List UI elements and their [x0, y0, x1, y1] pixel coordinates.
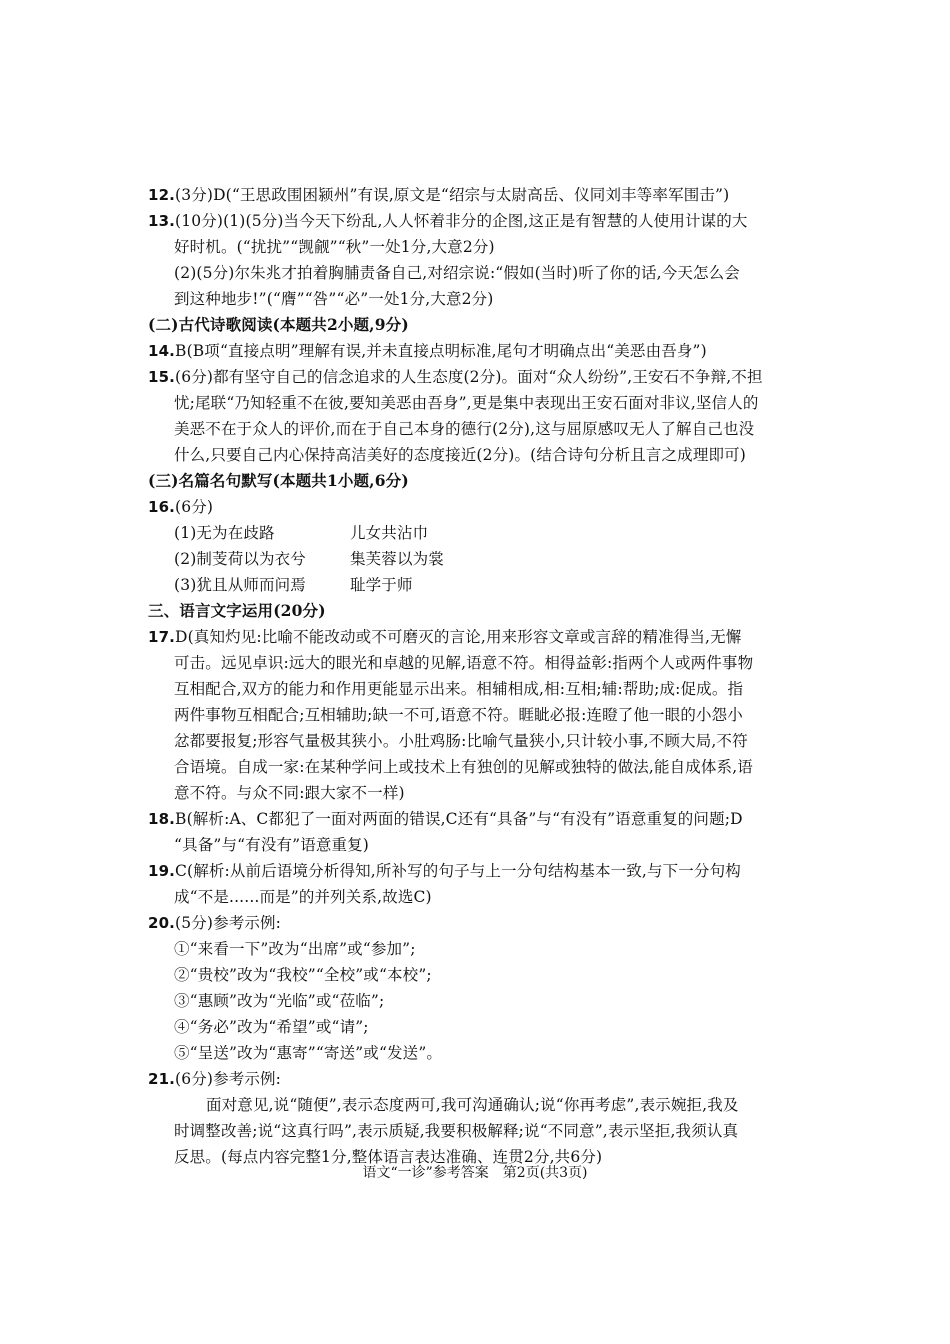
page-footer: 语文“一诊”参考答案 第2页(共3页): [362, 1165, 588, 1181]
q15-line-3: 美恶不在于众人的评价,而在于自己本身的德行(2分),这与屈原感叹无人了解自己也没: [174, 420, 755, 438]
q18-line-1: 18.B(解析:A、C都犯了一面对两面的错误,C还有“具备”与“有没有”语意重复的问题;D: [148, 810, 743, 828]
q21-para-line-2: 时调整改善;说“这真行吗”,表示质疑,我要积极解释;说“不同意”,表示坚拒,我须认真: [174, 1122, 739, 1140]
q16-row-1: (1)无为在歧路 儿女共沾巾: [174, 524, 429, 542]
q19-line-1: 19.C(解析:从前后语境分析得知,所补写的句子与上一分句结构基本一致,与下一分句构: [148, 862, 741, 880]
q18-number: 18.: [148, 810, 176, 828]
q13-line-4: 到这种地步!”(“膺”“咎”“必”一处1分,大意2分): [174, 290, 494, 308]
q20-item-1: ①“来看一下”改为“出席”或“参加”;: [174, 940, 416, 958]
q20-item-5: ⑤“呈送”改为“惠寄”“寄送”或“发送”。: [174, 1044, 443, 1062]
q21-number: 21.: [148, 1070, 176, 1088]
section-language-heading: 三、语言文字运用(20分): [148, 601, 326, 620]
q13-line-1: 13.(10分)(1)(5分)当今天下纷乱,人人怀着非分的企图,这正是有智慧的人使用计谋的大: [148, 212, 748, 230]
q15-line-2: 忧;尾联“乃知轻重不在彼,要知美恶由吾身”,更是集中表现出王安石面对非议,坚信人的: [174, 394, 759, 412]
q21-para-line-3: 反思。(每点内容完整1分,整体语言表达准确、连贯2分,共6分): [174, 1148, 603, 1166]
q20-item-4: ④“务必”改为“希望”或“请”;: [174, 1018, 369, 1036]
q21-para-line-1: 面对意见,说“随便”,表示态度两可,我可沟通确认;说“你再考虑”,表示婉拒,我及: [206, 1096, 739, 1114]
q20-line-1: 20.(5分)参考示例:: [148, 914, 282, 932]
q15-line-4: 什么,只要自己内心保持高洁美好的态度接近(2分)。(结合诗句分析且言之成理即可): [174, 446, 746, 464]
q13-line-2: 好时机。(“扰扰”“觊觎”“秋”一处1分,大意2分): [174, 238, 495, 256]
q17-line-4: 两件事物互相配合;互相辅助;缺一不可,语意不符。睚眦必报:连瞪了他一眼的小怨小: [174, 706, 743, 724]
q12-number: 12.: [148, 186, 176, 204]
q17-line-2: 可击。远见卓识:远大的眼光和卓越的见解,语意不符。相得益彰:指两个人或两件事物: [174, 654, 754, 672]
section-poetry-heading: (二)古代诗歌阅读(本题共2小题,9分): [148, 315, 409, 334]
q16-number: 16.: [148, 498, 176, 516]
q12-line-1: 12.(3分)D(“王思政围困颍州”有误,原文是“绍宗与太尉高岳、仪同刘丰等率军围击”): [148, 186, 730, 204]
q17-line-3: 互相配合,双方的能力和作用更能显示出来。相辅相成,相:互相;辅:帮助;成:促成。指: [174, 680, 744, 698]
q19-line-2: 成“不是......而是”的并列关系,故选C): [174, 888, 432, 906]
q13-number: 13.: [148, 212, 176, 230]
q17-line-7: 意不符。与众不同:跟大家不一样): [174, 784, 405, 802]
q17-number: 17.: [148, 628, 176, 646]
answer-page: [148, 182, 808, 1170]
q17-line-6: 合语境。自成一家:在某种学问上或技术上有独创的见解或独特的做法,能自成体系,语: [174, 758, 753, 776]
q17-line-5: 忿都要报复;形容气量极其狭小。小肚鸡肠:比喻气量狭小,只计较小事,不顾大局,不符: [174, 732, 748, 750]
q14-line-1: 14.B(B项“直接点明”理解有误,并未直接点明标准,尾句才明确点出“美恶由吾身”): [148, 342, 707, 360]
q15-number: 15.: [148, 368, 176, 386]
q20-item-2: ②“贵校”改为“我校”“全校”或“本校”;: [174, 966, 432, 984]
q14-number: 14.: [148, 342, 176, 360]
q17-line-1: 17.D(真知灼见:比喻不能改动或不可磨灭的言论,用来形容文章或言辞的精准得当,无懈: [148, 628, 742, 646]
q13-line-3: (2)(5分)尔朱兆才拍着胸脯责备自己,对绍宗说:“假如(当时)听了你的话,今天怎么会: [174, 264, 740, 282]
q18-line-2: “具备”与“有没有”语意重复): [174, 836, 369, 854]
q16-row-2: (2)制芰荷以为衣兮 集芙蓉以为裳: [174, 550, 444, 568]
q19-number: 19.: [148, 862, 176, 880]
section-recitation-heading: (三)名篇名句默写(本题共1小题,6分): [148, 471, 409, 490]
q20-number: 20.: [148, 914, 176, 932]
q15-line-1: 15.(6分)都有坚守自己的信念追求的人生态度(2分)。面对“众人纷纷”,王安石不争辩,不担: [148, 368, 763, 386]
q16-row-3: (3)犹且从师而问焉 耻学于师: [174, 576, 413, 594]
q16-line-1: 16.(6分): [148, 498, 214, 516]
q21-line-1: 21.(6分)参考示例:: [148, 1070, 282, 1088]
q20-item-3: ③“惠顾”改为“光临”或“莅临”;: [174, 992, 385, 1010]
